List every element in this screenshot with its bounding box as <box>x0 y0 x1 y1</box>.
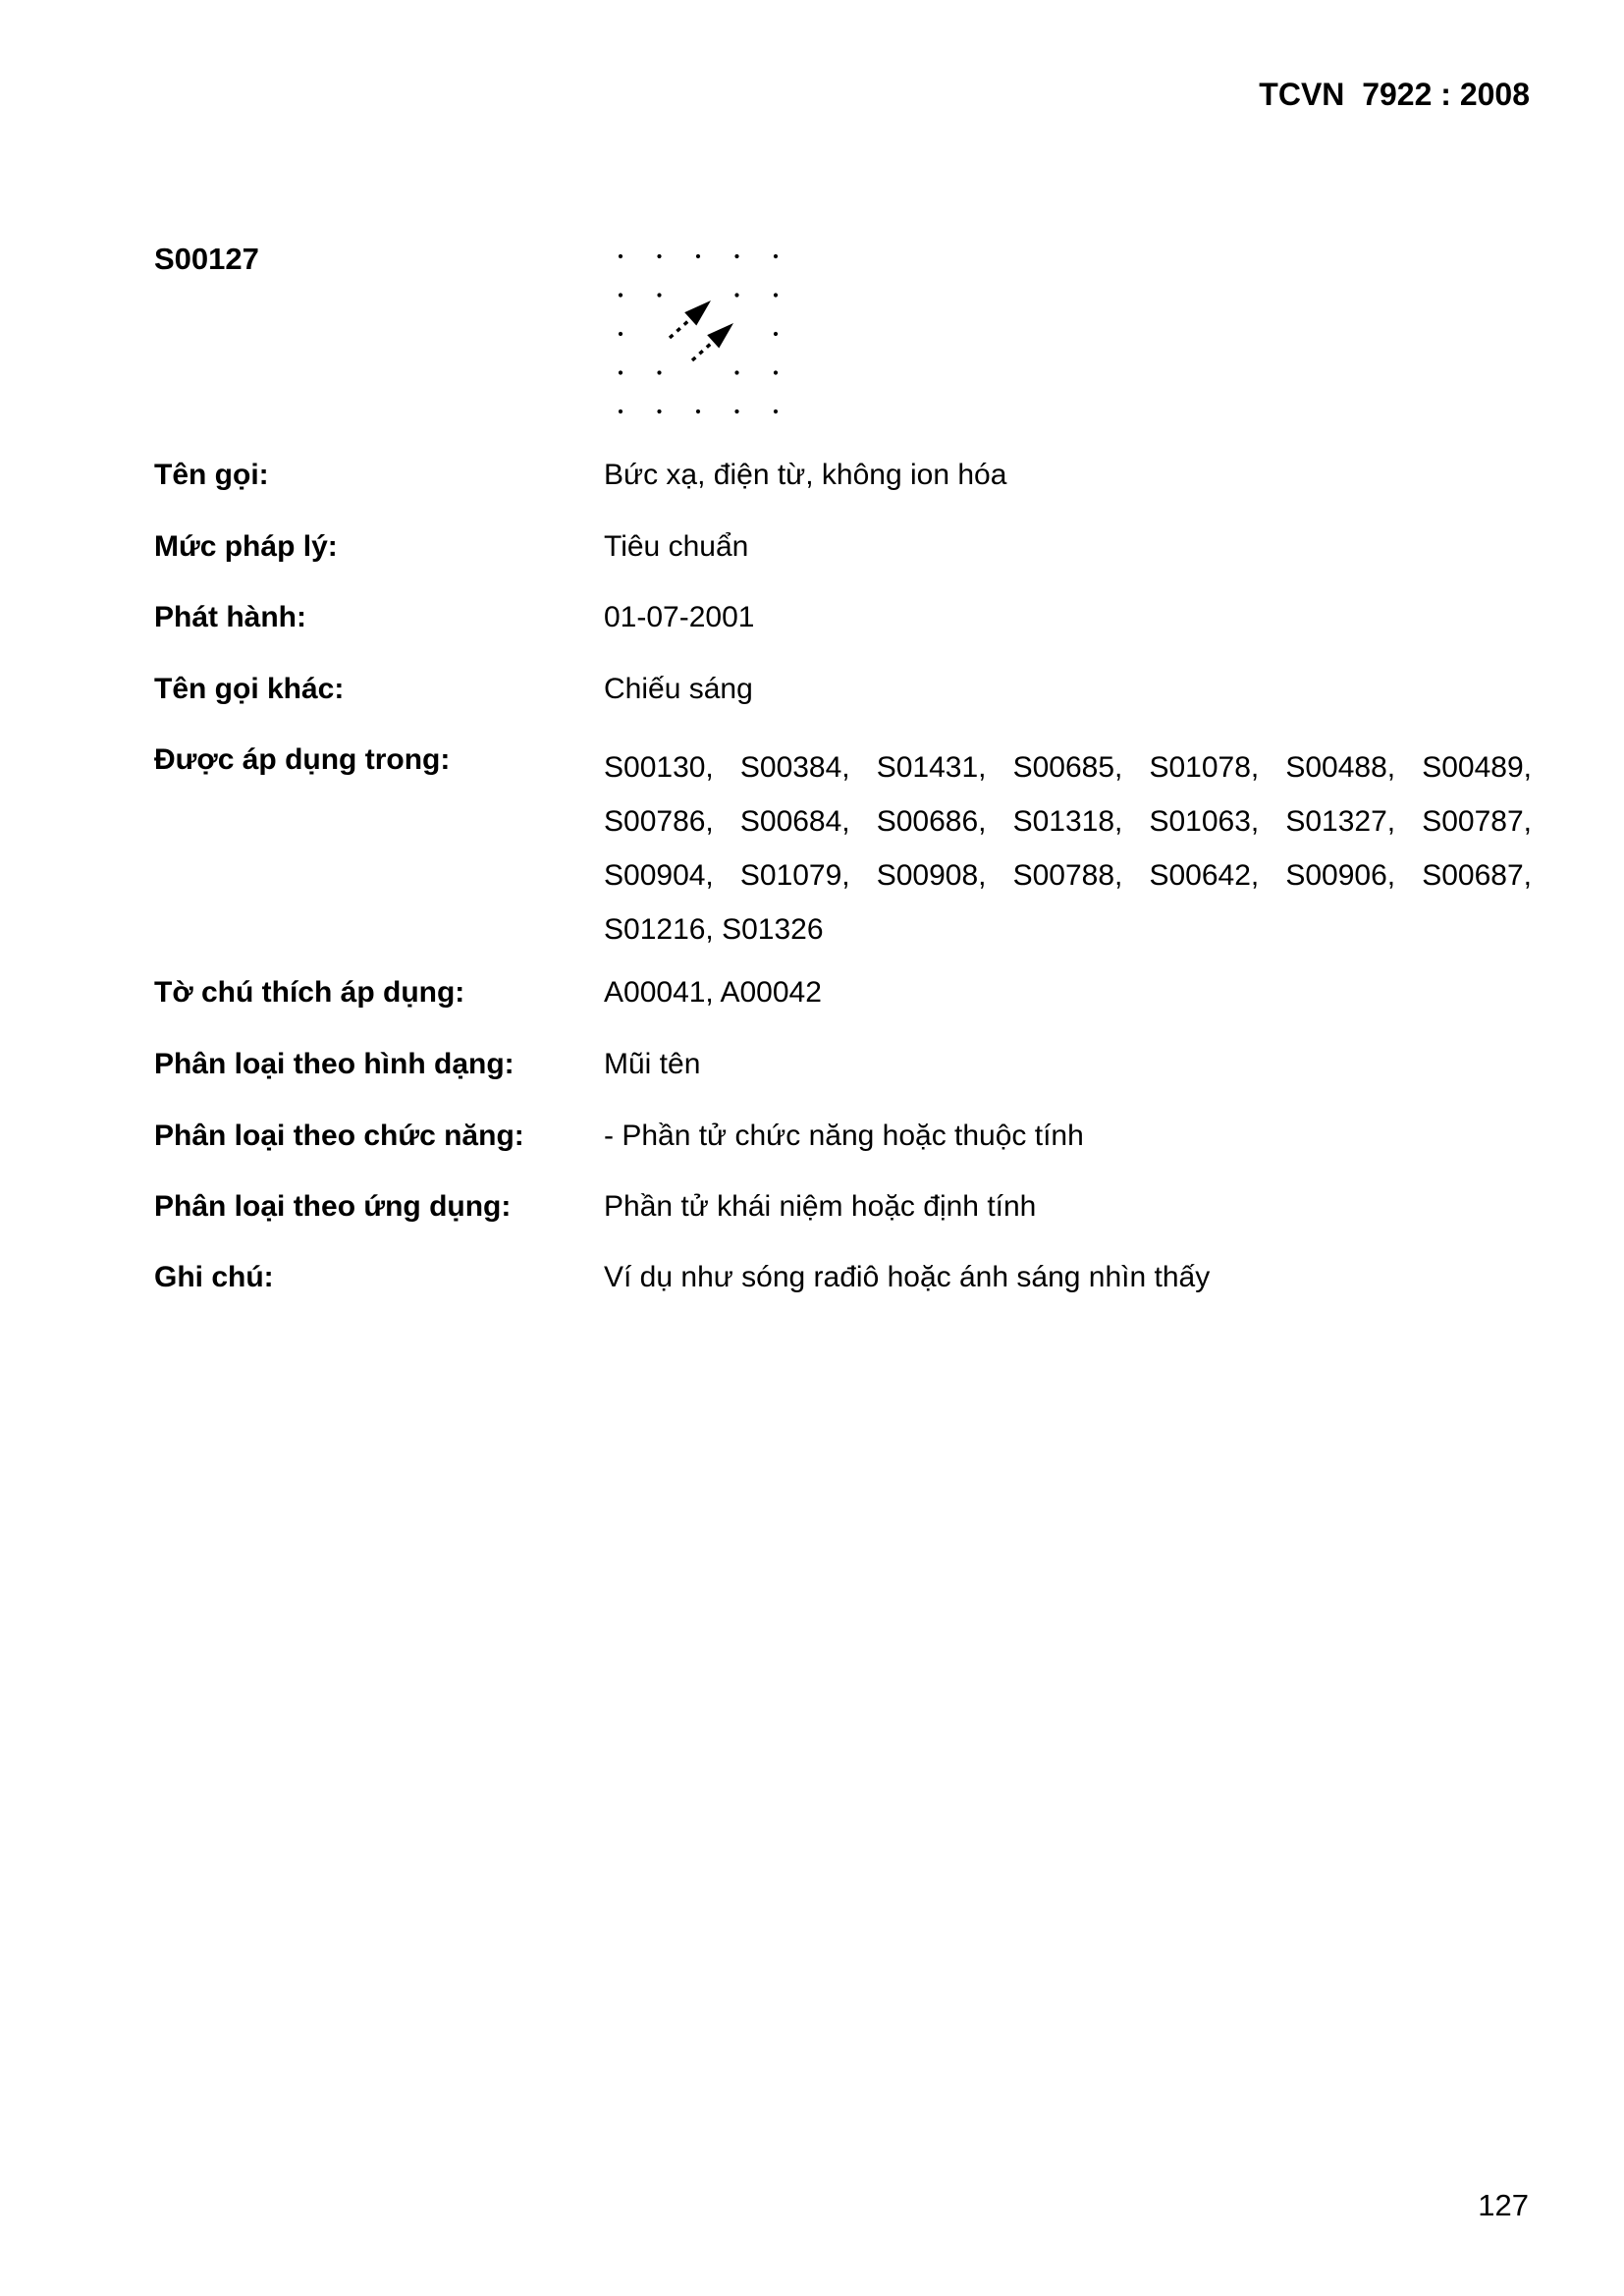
field-row-ten-goi <box>0 456 1624 495</box>
field-value: Mũi tên <box>604 1048 701 1080</box>
field-row-chuc-nang <box>0 1117 1624 1156</box>
arrow-head <box>707 323 733 348</box>
radiation-symbol-graphic <box>616 250 783 417</box>
field-row-phat-hanh <box>0 598 1624 637</box>
symbol-dot <box>619 370 623 374</box>
field-value: A00041, A00042 <box>604 976 822 1009</box>
symbol-dot <box>774 254 778 258</box>
code-line: S01216, S01326 <box>604 913 824 946</box>
symbol-dot <box>657 293 661 297</box>
field-label: Mức pháp lý: <box>154 530 338 563</box>
symbol-dot <box>774 370 778 374</box>
symbol-dot <box>657 410 661 413</box>
symbol-dot <box>774 332 778 336</box>
field-row-ghi-chu <box>0 1258 1624 1297</box>
field-label: Phát hành: <box>154 601 306 633</box>
symbol-dot <box>734 293 738 297</box>
symbol-dot <box>619 254 623 258</box>
field-label: Tên gọi: <box>154 459 269 491</box>
code-line: S00786, S00684, S00686, S01318, S01063, S01327, S00787, <box>604 805 1532 838</box>
symbol-dot <box>696 410 700 413</box>
field-value: Bức xạ, điện từ, không ion hóa <box>604 459 1007 491</box>
symbol-dot <box>774 293 778 297</box>
symbol-dot <box>657 370 661 374</box>
record-id: S00127 <box>154 242 259 276</box>
page-number: 127 <box>1478 2188 1529 2222</box>
field-label: Phân loại theo ứng dụng: <box>154 1190 512 1223</box>
symbol-dot <box>657 254 661 258</box>
field-value: - Phần tử chức năng hoặc thuộc tính <box>604 1120 1084 1152</box>
symbol-dot <box>619 293 623 297</box>
symbol-dot <box>734 410 738 413</box>
field-row-hinh-dang <box>0 1045 1624 1084</box>
symbol-dot <box>774 410 778 413</box>
arrow-dashed-tail <box>692 340 715 360</box>
field-label: Phân loại theo hình dạng: <box>154 1048 514 1080</box>
field-row-ten-goi-khac <box>0 670 1624 709</box>
field-row-to-chu-thich <box>0 973 1624 1012</box>
field-label: Ghi chú: <box>154 1261 274 1293</box>
symbol-dot <box>734 254 738 258</box>
field-value: 01-07-2001 <box>604 601 755 633</box>
field-row-duoc-ap-dung <box>0 740 1624 957</box>
document-header-title: TCVN 7922 : 2008 <box>1259 77 1530 112</box>
field-label: Tên gọi khác: <box>154 673 345 705</box>
field-value: Phần tử khái niệm hoặc định tính <box>604 1190 1037 1223</box>
arrow-dashed-tail <box>670 317 692 338</box>
field-label: Phân loại theo chức năng: <box>154 1120 524 1152</box>
field-label: Tờ chú thích áp dụng: <box>154 976 465 1009</box>
symbol-dot <box>696 254 700 258</box>
symbol-dot <box>619 332 623 336</box>
field-value: Tiêu chuẩn <box>604 530 749 563</box>
symbol-dot <box>734 370 738 374</box>
applied-in-codes <box>604 740 1532 957</box>
field-value: Ví dụ như sóng rađiô hoặc ánh sáng nhìn thấy <box>604 1261 1211 1293</box>
code-line: S00904, S01079, S00908, S00788, S00642, S00906, S00687, <box>604 859 1532 892</box>
field-value: Chiếu sáng <box>604 673 753 705</box>
field-label: Được áp dụng trong: <box>154 743 451 776</box>
arrow-head <box>684 301 711 325</box>
symbol-dot <box>619 410 623 413</box>
field-row-muc-phap-ly <box>0 527 1624 567</box>
field-row-ung-dung <box>0 1187 1624 1227</box>
code-line: S00130, S00384, S01431, S00685, S01078, S00488, S00489, <box>604 751 1532 784</box>
